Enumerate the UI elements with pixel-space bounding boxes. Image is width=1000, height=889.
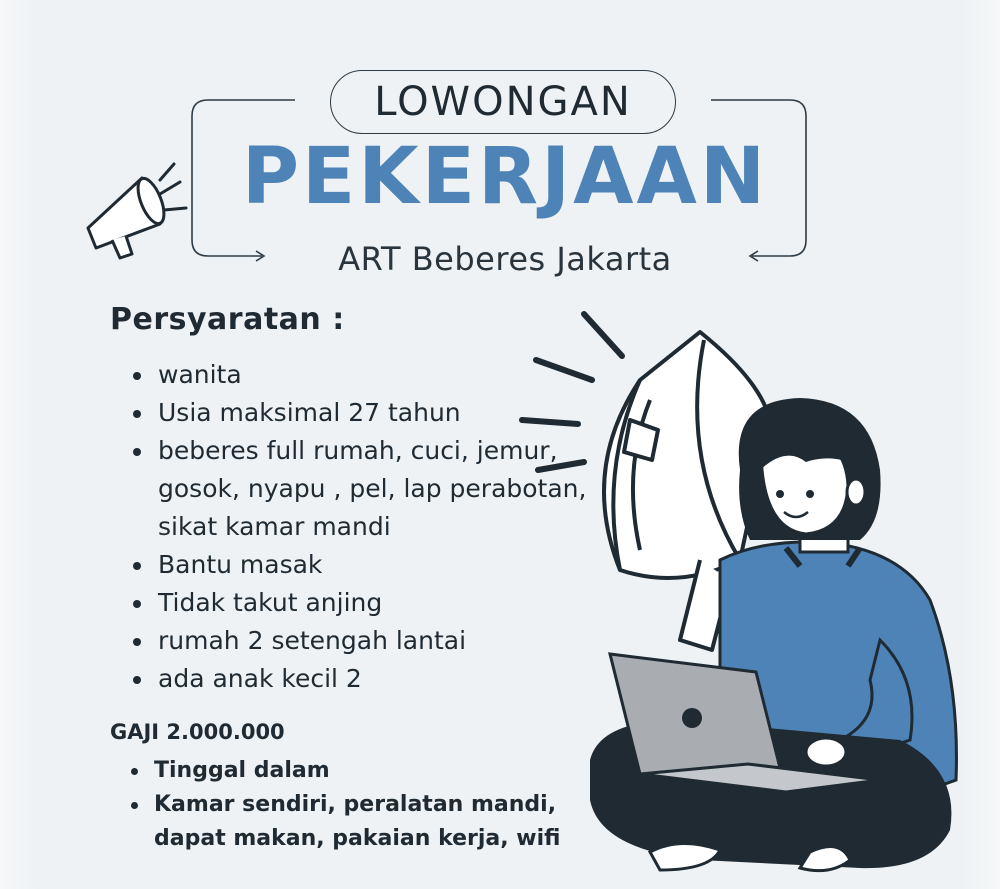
- list-item: Usia maksimal 27 tahun: [130, 394, 590, 432]
- salary-label: GAJI 2.000.000: [110, 720, 285, 744]
- list-item: beberes full rumah, cuci, jemur, gosok, nyapu , pel, lap perabotan, sikat kamar mandi: [130, 432, 590, 546]
- list-item: Kamar sendiri, peralatan mandi, dapat makan, pakaian kerja, wifi: [128, 788, 598, 856]
- list-item: ada anak kecil 2: [130, 660, 590, 698]
- benefits-list: [128, 754, 598, 856]
- page-title: PEKERJAAN: [241, 132, 769, 222]
- list-item: Bantu masak: [130, 546, 590, 584]
- requirements-heading: Persyaratan :: [110, 302, 345, 337]
- list-item: Tidak takut anjing: [130, 584, 590, 622]
- left-edge: [0, 0, 38, 889]
- page-subtitle: ART Beberes Jakarta: [338, 240, 672, 278]
- list-item: rumah 2 setengah lantai: [130, 622, 590, 660]
- requirements-list: [130, 356, 590, 698]
- list-item: wanita: [130, 356, 590, 394]
- badge-lowongan: LOWONGAN: [330, 70, 676, 134]
- list-item: Tinggal dalam: [128, 754, 598, 788]
- right-edge: [962, 0, 1000, 889]
- laptop-icon: [610, 654, 880, 792]
